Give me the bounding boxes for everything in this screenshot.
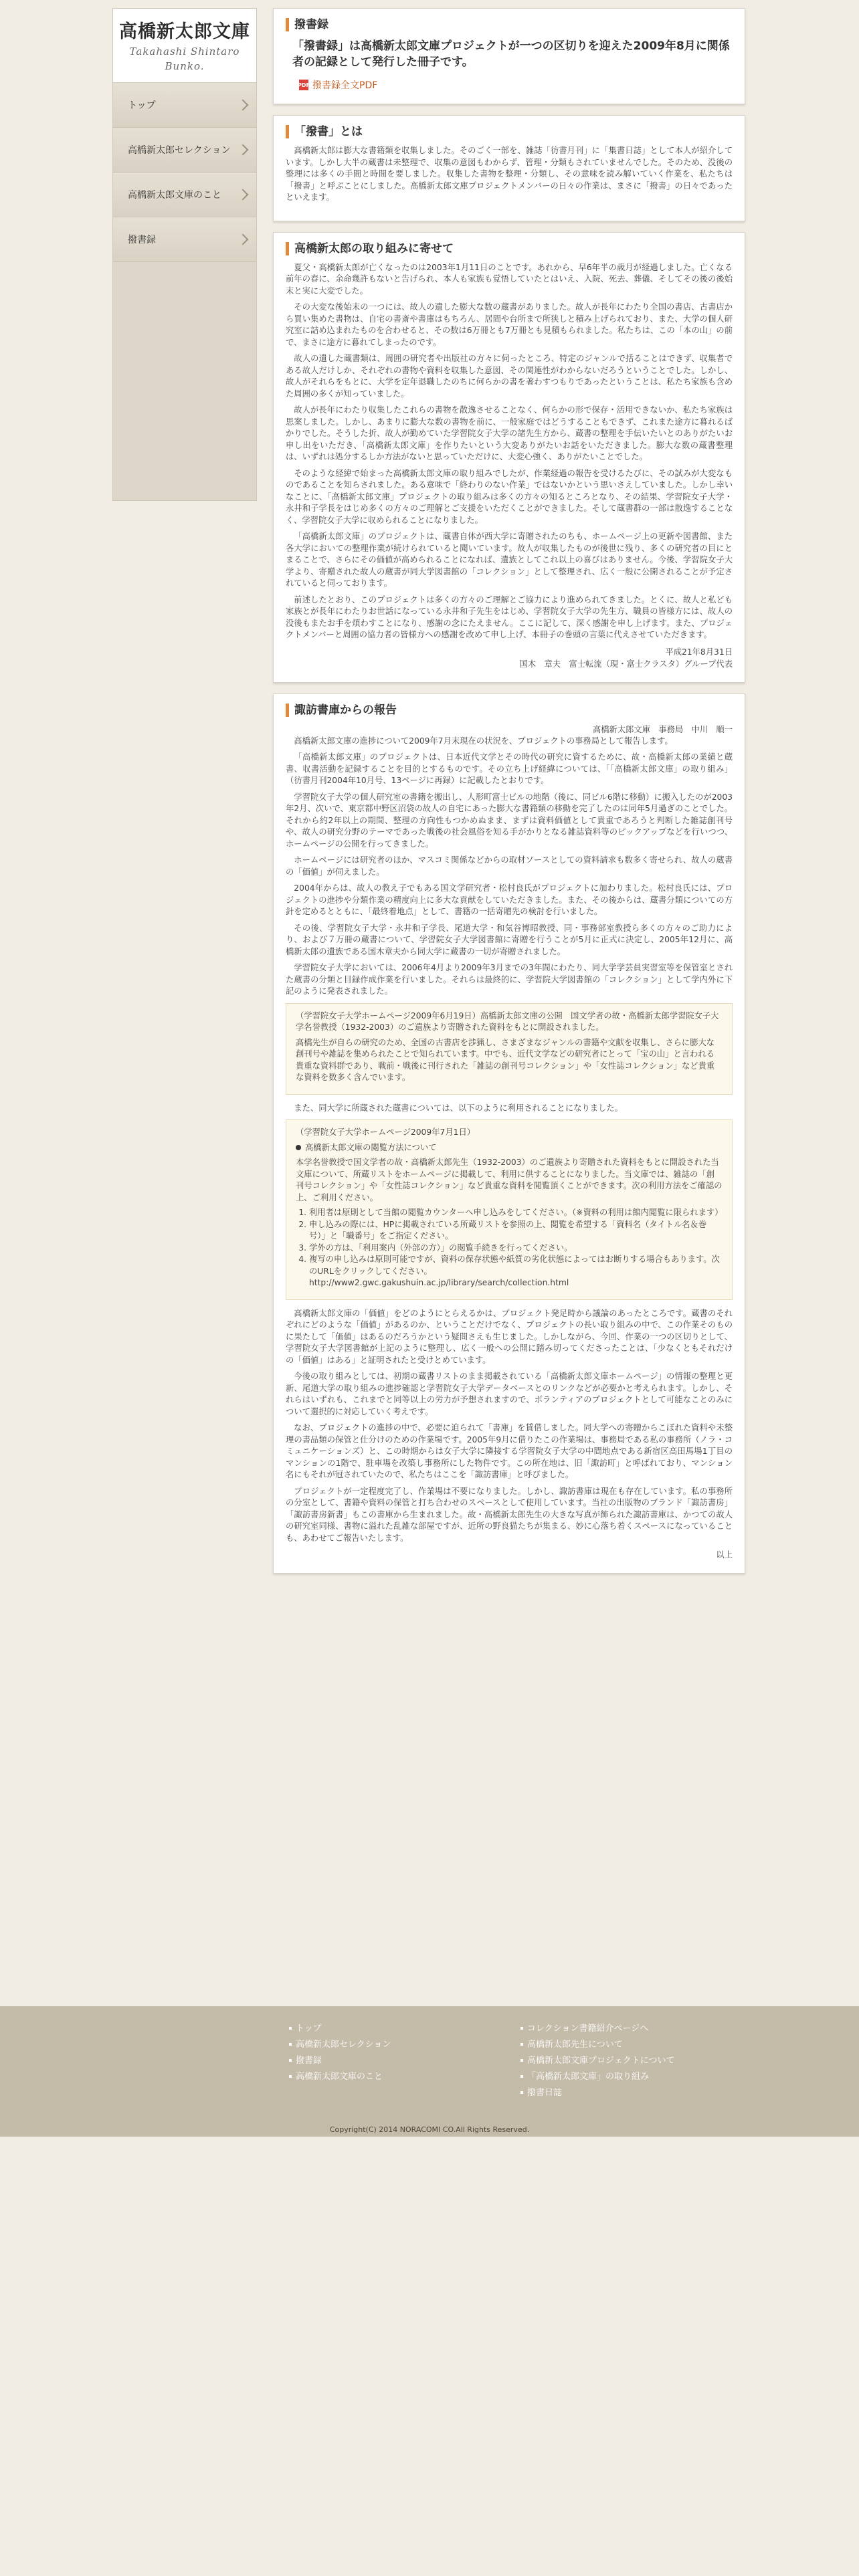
footer-links-right [520,2021,674,2101]
page-wrapper [112,0,748,2005]
section-title: 「撥書」とは [286,125,733,138]
list-item: 4. 複写の申し込みは原則可能ですが、資料の保存状態や紙質の劣化状態によってはお断りする場合もあります。次のURLをクリックしてください。 [309,1254,723,1277]
paragraph: また、同大学に所蔵された蔵書については、以下のように利用されることになりました。 [294,1103,623,1113]
footer-link[interactable]: 撥書録 [289,2053,391,2069]
pdf-link-label: 撥書録全文PDF [312,80,378,91]
chevron-right-icon [237,189,249,201]
section-message [273,232,745,683]
footer-link[interactable]: トップ [289,2021,391,2037]
paragraph: 2004年からは、故人の教え子でもある国文学研究者・松村良氏がプロジェクトに加わりました。松村良氏には、プロジェクトの進捗や分類作業の精度向上に多大な貢献をしていただきました。また、その後からは、蔵書分類についての方針を定めるとともに、「最終着地点」として、書籍の一括寄贈先の検討を行いました。 [286,883,733,916]
section-what-is-hassho [273,115,745,221]
logo-subtitle-1: Takahashi Shintaro [129,45,240,58]
collection-url-link[interactable]: http://www2.gwc.gakushuin.ac.jp/library/search/collection.html [309,1278,569,1287]
site-logo[interactable] [113,9,256,83]
footer-link[interactable]: 高橋新太郎セレクション [289,2037,391,2053]
paragraph: 今後の取り組みとしては、初期の蔵書リストのまま掲載されている「高橋新太郎文庫ホームページ」の情報の整理と更新、尾道大学の取り組みの進捗確認と学習院女子大学データベースとのリンクなどが必要かと考えられます。しかし、それらはいずれも、これまでと同等以上の労力が予想されますので、ボランティアのプロジェクトとして可能なことのみについて選択的に対応していく考えです。 [286,1372,733,1416]
section-title: 撥書録 [286,18,733,31]
signature: 国木 章夫 富士転流（現・富士クラスタ）グループ代表 [519,659,733,669]
lead-text: 「撥書録」は高橋新太郎文庫プロジェクトが一つの区切りを迎えた2009年8月に関係者の記録として発行した冊子です。 [292,39,730,69]
footer-link[interactable]: 高橋新太郎先生について [520,2037,674,2053]
footer-link[interactable]: 高橋新太郎文庫プロジェクトについて [520,2053,674,2069]
nav-label: 撥書録 [128,235,156,245]
paragraph: 高橋新太郎は膨大な書籍類を収集しました。そのごく一部を、雑誌「彷書月刊」に「集書日誌」として本人が紹介しています。しかし大半の蔵書は未整理で、収集の意図もわからず、管理・分類もされていませんでした。そのため、没後の整理には多くの手間と時間を要しました。収集した書物を整理・分類し、その意味を読み解いていく作業を、私たちは「撥書」と呼ぶことにしました。高橋新太郎文庫プロジェクトメンバーの日々の作業は、まさに「撥書」の日々であったといえます。 [286,146,733,202]
paragraph: 夏父・高橋新太郎が亡くなったのは2003年1月11日のことです。あれから、早6年半の歳月が経過しました。亡くなる前年の春に、余命幾許もないと告げられ、本人も家族も覚悟していたとはいえ、入院、死去、葬儀、そしてその後の後始末と実に大変でした。 [286,262,733,296]
main-content [273,8,745,1584]
list-item: 2. 申し込みの際には、HPに掲載されている所蔵リストを参照の上、閲覧を希望する「資料名（タイトル名＆巻号）」と「職番号」をご指定ください。 [309,1219,723,1243]
paragraph: ホームページには研究者のほか、マスコミ関係などからの取材ソースとしての資料請求も数多く寄せられ、故人の蔵書の「価値」が伺えました。 [286,855,733,877]
paragraph: プロジェクトが一定程度完了し、作業場は不要になりました。しかし、諏訪書庫は現在も存在しています。私の事務所の分室として、書籍や資料の保管と打ち合わせのスペースとして使用しています。当社の出版物のブランド「諏訪書房」「諏訪書房新書」もこの書庫から生まれました。故・高橋新太郎先生の大きな写真が飾られた諏訪書庫は、かつての故人の研究室同様、書物に溢れた乱雑な部屋ですが、近所の野良猫たちが集まる、妙に心落ち着くスペースになっていることも、あわせてご報告いたします。 [286,1486,733,1543]
usage-list [296,1207,723,1277]
paragraph: 前述したとおり、このプロジェクトは多くの方々のご理解とご協力により進められてきました。とくに、故人と私ども家族とが長年にわたりお世話になっている永井和子先生をはじめ、学習院女子大学の先生方、職員の皆様方には、故人の没後もまたお手を煩わすことになり、感謝の念にたえません。ここに記して、深く感謝を申し上げます。また、プロジェクトメンバーと周囲の協力者の皆様方への感謝を改めて申し上げ、本冊子の巻頭の言葉に代えさせていただきます。 [286,595,733,639]
quote-box [286,1003,733,1095]
paragraph: 高橋新太郎文庫の進捗について2009年7月末現在の状況を、プロジェクトの事務局として報告します。 [294,736,673,746]
list-item: 3. 学外の方は、「利用案内（外部の方）」の閲覧手続きを行ってください。 [309,1243,723,1255]
nav-item-selection[interactable] [113,128,256,173]
pdf-link[interactable] [299,78,733,92]
logo-subtitle-2: Bunko. [165,60,205,72]
section-title: 高橋新太郎の取り組みに寄せて [286,242,733,255]
paragraph: 高橋新太郎文庫の「価値」をどのようにとらえるかは、プロジェクト発足時から議論のあったところです。蔵書のそれぞれにどのような「価値」があるのか、ということだけでなく、プロジェクトの長い取り組みの中で、この作業そのものに果たして「価値」はあるのだろうかという疑問さえも生じました。しかしながら、今回、作業の一つの区切りとして、学習院女子大学図書館が上記のように整理し、広く一般への公開に踏み切ってくださったことは、「少なくともそれだけの「価値」はある」と証明されたと受けとめています。 [286,1308,733,1365]
paragraph: 故人が長年にわたり収集したこれらの書物を散逸させることなく、何らかの形で保存・活用できないか、私たち家族は思案しました。しかし、あまりに膨大な数の書物を前に、一般家庭ではどうすることもできず、これまた途方に暮れるばかりでした。そうした折、故人が勤めていた学習院女子大学の諸先生方から、蔵書の整理を手伝いたいとのありがたいお申し出をいただき、「高橋新太郎文庫」を作りたいという大変ありがたいお話をいただきました。膨大な数の蔵書整理は、いずれは処分するしか方法がないと思っていただけに、大変心強く、ありがたいことでした。 [286,405,733,461]
nav-label: 高橋新太郎セレクション [128,145,231,156]
footer-link[interactable]: 撥書日誌 [520,2085,674,2101]
quote-subheading-text: 高橋新太郎文庫の閲覧方法について [305,1142,437,1152]
paragraph: その後、学習院女子大学・永井和子学長、尾道大学・和気谷博昭教授、同・事務部室教授ら多くの方々のご助力により、および７万冊の蔵書について、学習院女子大学図書館に寄贈を行うことが5月に正式に決定し、2005年12月に、高橋新太郎の遺族である国木章夫から同大学に蔵書の一切が寄贈されました。 [286,923,733,956]
logo-title: 高橋新太郎文庫 [119,21,250,42]
footer-links-left [289,2021,391,2085]
bullet-icon [296,1145,301,1150]
paragraph: なお、プロジェクトの進捗の中で、必要に迫られて「書庫」を賃借しました。同大学への寄贈からこぼれた資料や未整理の書品類の保管と仕分けのための作業場です。2005年9月に借りたこの作業場は、事務局である私の事務所（ノラ・コミュニケーションズ）と、この時期からは女子大学に隣接する学習院女子大学の中間地点である新宿区高田馬場1丁目のマンションの1階で、駐車場を改築し事務所にした物件です。この所在地は、旧「諏訪町」と呼ばれており、マンション名にもそれが冠されていたので、私たちはここを「諏訪書庫」と呼びました。 [286,1423,733,1479]
section-title: 諏訪書庫からの報告 [286,704,733,717]
nav-item-about[interactable] [113,173,256,217]
list-item: 1. 利用者は原則として当館の閲覧カウンターへ申し込みをしてください。（※資料の利用は館内閲覧に限られます） [309,1207,723,1219]
chevron-right-icon [237,100,249,111]
author: 高橋新太郎文庫 事務局 中川 順一 [592,724,733,734]
section-report [273,693,745,1574]
chevron-right-icon [237,144,249,156]
quote-heading: （学習院女子大学ホームページ2009年7月1日） [296,1128,476,1137]
quote-heading: （学習院女子大学ホームページ2009年6月19日）高橋新太郎文庫の公開 国文学者の故・高橋新太郎学習院女子大学名誉教授（1932-2003）のご遺族より寄贈された資料をもとに開設されました。 [296,1010,719,1032]
footer-link[interactable]: 「高橋新太郎文庫」の取り組み [520,2069,674,2085]
copyright: Copyright(C) 2014 NORACOMI CO.All Rights Reserved. [329,2125,530,2134]
nav-label: トップ [128,100,156,111]
footer-link[interactable]: コレクション書籍紹介ページへ [520,2021,674,2037]
site-footer [0,2006,859,2137]
pdf-icon: PDF [299,80,308,90]
paragraph: そのような経緯で始まった高橋新太郎文庫の取り組みでしたが、作業経過の報告を受けるたびに、その試みが大変なものであることを知らされました。ある意味で「終わりのない作業」ではないかという思いさえしていました。しかし幸いなことに、「高橋新太郎文庫」プロジェクトの取り組みは多くの方々の知るところとなり、その結果、学習院女子大学・永井和子学長をはじめ多くの方々のご理解とご支援をいただくことができました。そして蔵書群の一部は散逸することなく、学習院女子大学に収められることになりました。 [286,468,733,525]
footer-link[interactable]: 高橋新太郎文庫のこと [289,2069,391,2085]
paragraph: 学習院女子大学においては、2006年4月より2009年3月までの3年間にわたり、同大学学芸員実習室等を保管室とされた蔵書の分類と目録作成作業を行いました。それらは最終的に、学習院大学図書館の「コレクション」として学内外に下記のように発表されました。 [286,963,733,996]
quote-body: 本学名誉教授で国文学者の故・高橋新太郎先生（1932-2003）のご遺族より寄贈された資料をもとに開設された当文庫について、所蔵リストをホームページに掲載して、利用に供することになりました。当文庫では、雑誌の「創刊号コレクション」や「女性誌コレクション」など貴重な資料を閲覧頂くことができます。次の利用方法をご確認の上、ご利用ください。 [296,1158,723,1202]
end-mark: 以上 [716,1550,733,1560]
paragraph: 「高橋新太郎文庫」のプロジェクトは、蔵書自体が西大学に寄贈されたのちも、ホームページ上の更新や図書館、また各大学においての整理作業が続けられていると聞いています。故人が収集したものが後世に残り、多くの研究者の目にとまることで、さらにその価値が高められることになれば、遺族としてこれ以上の喜びはありません。今後、学習院女子大学より、寄贈された故人の蔵書が同大学図書館の「コレクション」として整理され、広く一般に公開されることが予定されていると伺っております。 [286,532,733,588]
section-hassho [273,8,745,104]
date: 平成21年8月31日 [665,647,733,657]
paragraph: その大変な後始末の一つには、故人の遺した膨大な数の蔵書がありました。故人が長年にわたり全国の書店、古書店から買い集めた書物は、自宅の書斎や書庫はもちろん、居間や台所まで所狭しと積み上げられており、また、大学の個人研究室に詰め込まれたものを合わせると、その数は6万冊とも7万冊とも見積もられました。私たちは、この「本の山」の前で、まさに途方に暮れてしまったのです。 [286,302,733,347]
paragraph: 「高橋新太郎文庫」のプロジェクトは、日本近代文学とその時代の研究に資するために、故・高橋新太郎の業績と蔵書、収書活動を記録することを目的とするものです。その立ち上げ経緯については、「「高橋新太郎文庫」の取り組み」（彷書月刊2004年10月号、13ページに再録）に記載したとおりです。 [286,752,733,785]
chevron-right-icon [237,234,249,245]
quote-subheading [296,1142,723,1154]
quote-box [286,1119,733,1300]
nav-item-top[interactable] [113,83,256,128]
sidebar-fill [113,262,256,500]
nav-item-hassho[interactable] [113,217,256,262]
quote-body: 高橋先生が自らの研究のため、全国の古書店を渉猟し、さまざまなジャンルの書籍や文献を収集し、さらに膨大な創刊号や雑誌を集められたことで知られています。中でも、近代文学などの研究者にとって「宝の山」と言われる貴重な資料群であり、戦前・戦後に刊行された「雑誌の創刊号コレクション」や「女性誌コレクション」など貴重な資料を数多く含んでいます。 [296,1037,715,1082]
paragraph: 故人の遺した蔵書類は、周囲の研究者や出版社の方々に伺ったところ、特定のジャンルで括ることはできず、収集者である故人だけしか、それぞれの書物や資料を収集した意図、その関連性がわからないだろうということでした。しかし、故人がそれらをもとに、大学を定年退職したのちに何らかの書を著わすつもりであったということは、私たち家族も含めた周囲の多くが知っていました。 [286,354,733,399]
nav-label: 高橋新太郎文庫のこと [128,190,221,201]
sidebar [112,8,257,501]
paragraph: 学習院女子大学の個人研究室の書籍を搬出し、人形町富士ビルの地階（後に、同ビル6階に移動）に搬入したのが2003年2月、次いで、東京都中野区沼袋の故人の自宅にあった膨大な書籍類の移動を完了したのは同年5月過ぎのことでした。それから約2年以上の期間、整理の方向性もつかめぬまま、まずは資料価値として貴重であろうと判断した雑誌創刊号や、故人の研究分野のテーマであった戦後の社会風俗を知る手がかりとなる雑誌資料等のピックアップなどを行いつつ、ホームページの公開を行ってきました。 [286,792,733,849]
